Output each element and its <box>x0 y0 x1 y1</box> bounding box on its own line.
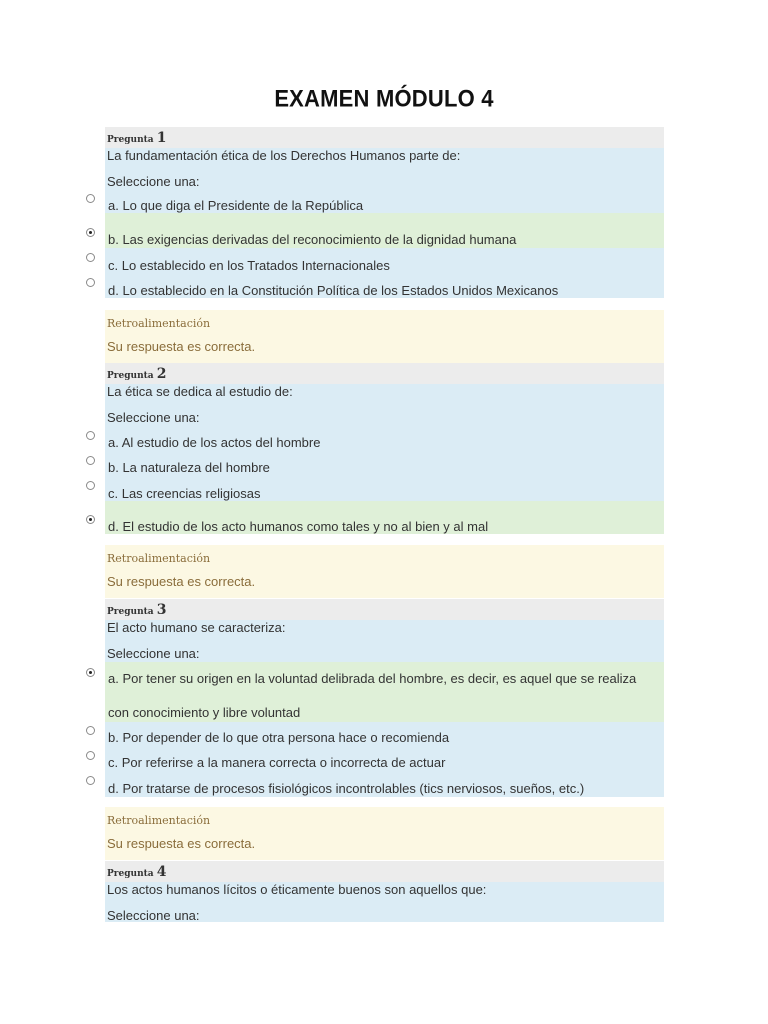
select-prompt: Seleccione una: <box>107 174 200 189</box>
option-b-label: b. La naturaleza del hombre <box>108 460 270 475</box>
option-a-label: a. Por tener su origen en la voluntad delibrada del hombre, es decir, es aquel que se realiza <box>108 671 637 686</box>
question-label: Pregunta <box>107 607 154 617</box>
option-bcd-rows <box>105 722 664 797</box>
feedback-title: Retroalimentación <box>107 317 211 330</box>
option-c-radio[interactable] <box>86 253 95 262</box>
select-prompt: Seleccione una: <box>107 410 200 425</box>
question-number: 2 <box>156 366 167 382</box>
option-c-label: c. Lo establecido en los Tratados Internacionales <box>108 258 390 273</box>
option-c-label: c. Por referirse a la manera correcta o incorrecta de actuar <box>108 755 446 770</box>
question-3-body <box>105 620 664 662</box>
option-a-radio[interactable] <box>86 431 95 440</box>
feedback-box-1 <box>105 310 664 363</box>
option-a-label-cont: con conocimiento y libre voluntad <box>108 705 301 720</box>
question-4-body <box>105 882 664 922</box>
question-2-body <box>105 384 664 501</box>
feedback-text: Su respuesta es correcta. <box>107 339 256 354</box>
option-a-label: a. Lo que diga el Presidente de la República <box>108 198 364 213</box>
question-text: La fundamentación ética de los Derechos Humanos parte de: <box>107 148 461 163</box>
option-a-radio[interactable] <box>86 194 95 203</box>
option-b-row[interactable] <box>105 213 664 248</box>
question-label: Pregunta <box>107 371 154 381</box>
feedback-text: Su respuesta es correcta. <box>107 574 256 589</box>
option-c-radio[interactable] <box>86 481 95 490</box>
option-a-label: a. Al estudio de los actos del hombre <box>108 435 321 450</box>
option-d-radio[interactable] <box>86 776 95 785</box>
option-c-radio[interactable] <box>86 751 95 760</box>
option-cd-rows <box>105 248 664 298</box>
option-a-row[interactable] <box>105 662 664 722</box>
question-1-header <box>105 127 664 148</box>
select-prompt: Seleccione una: <box>107 908 200 923</box>
question-4-header <box>105 861 664 882</box>
feedback-title: Retroalimentación <box>107 814 211 827</box>
question-label: Pregunta <box>107 135 154 145</box>
question-1-body <box>105 148 664 213</box>
feedback-text: Su respuesta es correcta. <box>107 836 256 851</box>
option-d-radio[interactable] <box>86 278 95 287</box>
feedback-title: Retroalimentación <box>107 552 211 565</box>
option-d-label: d. Por tratarse de procesos fisiológicos incontrolables (tics nerviosos, sueños, etc.) <box>108 781 585 796</box>
question-3-header <box>105 599 664 620</box>
option-d-radio[interactable] <box>86 515 95 524</box>
option-c-label: c. Las creencias religiosas <box>108 486 261 501</box>
question-number: 3 <box>156 602 167 618</box>
question-label: Pregunta <box>107 869 154 879</box>
option-b-label: b. Por depender de lo que otra persona hace o recomienda <box>108 730 450 745</box>
question-number: 1 <box>156 130 167 146</box>
question-number: 4 <box>156 864 167 880</box>
question-text: La ética se dedica al estudio de: <box>107 384 293 399</box>
option-b-radio[interactable] <box>86 228 95 237</box>
question-2-header <box>105 363 664 384</box>
feedback-box-2 <box>105 545 664 598</box>
option-a-radio[interactable] <box>86 668 95 677</box>
option-b-radio[interactable] <box>86 456 95 465</box>
question-text: Los actos humanos lícitos o éticamente buenos son aquellos que: <box>107 882 487 897</box>
option-d-label: d. Lo establecido en la Constitución Política de los Estados Unidos Mexicanos <box>108 283 559 298</box>
select-prompt: Seleccione una: <box>107 646 200 661</box>
option-b-radio[interactable] <box>86 726 95 735</box>
question-text: El acto humano se caracteriza: <box>107 620 286 635</box>
option-d-row[interactable] <box>105 501 664 534</box>
option-b-label: b. Las exigencias derivadas del reconocimiento de la dignidad humana <box>108 232 517 247</box>
option-d-label: d. El estudio de los acto humanos como tales y no al bien y al mal <box>108 519 489 534</box>
feedback-box-3 <box>105 807 664 860</box>
page-title: EXAMEN MÓDULO 4 <box>274 84 494 112</box>
